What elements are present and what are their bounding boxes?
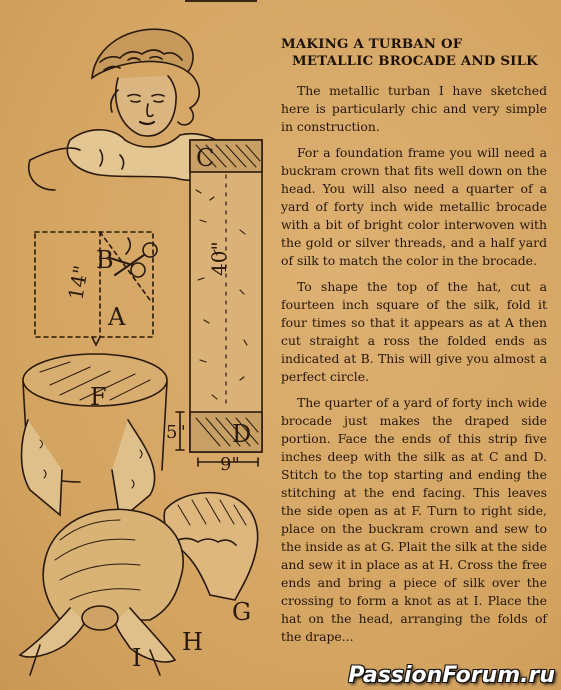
paragraph-4: The quarter of a yard of forty inch wide brocade just makes the draped side portion. Face the ends of this strip five inches deep with the silk as at C and D. Stitch to the top starting and ending the stitching at the end facing. This leaves the side open as at F. Turn to right side, place on the buckram crown and sew to the inside as at G. Plait the silk at the side and sew it in place as at H. Cross the free ends and bring a piece of silk over the crossing to form a knot as at I. Place the hat on the head, arranging the folds of the drape...: [281, 395, 547, 644]
label-i: I: [132, 644, 142, 672]
article-headline: [281, 36, 547, 70]
label-h: H: [182, 628, 203, 656]
headline-line-2: METALLIC BROCADE AND SILK: [292, 54, 538, 69]
label-f: F: [90, 383, 107, 411]
brocade-strip-diagram: [176, 140, 262, 466]
headline-line-1: MAKING A TURBAN OF: [281, 37, 463, 52]
crown-diagram-f: [22, 354, 168, 520]
label-d: D: [232, 420, 252, 448]
turban-illustrations: [0, 0, 270, 690]
label-c: C: [196, 144, 215, 172]
turban-diagram-i: [20, 509, 183, 675]
label-14: 14": [63, 263, 94, 302]
label-g: G: [232, 598, 252, 626]
paragraph-1: The metallic turban I have sketched here is particularly chic and very simple in construction.: [281, 83, 547, 134]
label-40: 40": [207, 241, 231, 276]
paragraph-2: For a foundation frame you will need a buckram crown that fits well down on the head. You will also need a quarter of a yard of forty inch wide metallic brocade with a bit of bright color interwoven with the gold or silver threads, and a half yard of silk to match the color in the brocade.: [281, 145, 547, 268]
watermark: PassionForum.ru: [348, 663, 555, 688]
label-9: 9": [220, 454, 240, 475]
article-text: [281, 36, 547, 654]
label-a: A: [108, 303, 126, 331]
label-b: B: [96, 246, 114, 274]
label-5: 5": [166, 422, 186, 443]
paragraph-3: To shape the top of the hat, cut a fourteen inch square of the silk, fold it four times so that it appears as at A then cut straight a ross the folded ends as indicated at B. This will give you almost a perfect circle.: [281, 279, 547, 384]
